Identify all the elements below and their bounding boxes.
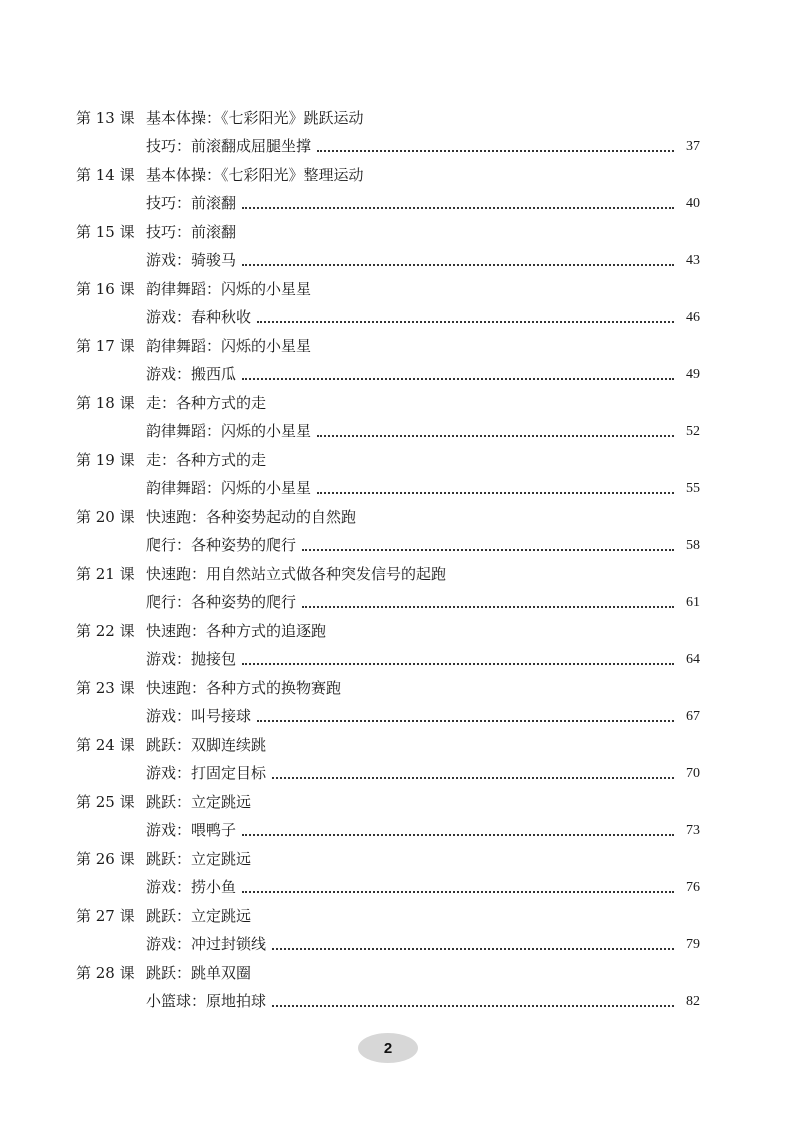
toc-sub-row[interactable] bbox=[76, 760, 700, 789]
toc-sub-row[interactable] bbox=[76, 988, 700, 1017]
lesson-number: 第 16 课 bbox=[76, 279, 135, 298]
lesson-sub-topic: 游戏：叫号接球 bbox=[146, 707, 252, 726]
toc-lesson-row bbox=[76, 161, 700, 190]
toc-sub-row[interactable] bbox=[76, 190, 700, 219]
toc-sub-row[interactable] bbox=[76, 874, 700, 903]
lesson-number: 第 23 课 bbox=[76, 678, 135, 697]
dot-leader bbox=[317, 492, 674, 494]
dot-leader bbox=[242, 207, 674, 209]
toc-sub-row[interactable] bbox=[76, 247, 700, 276]
toc-lesson-row bbox=[76, 845, 700, 874]
lesson-main-topic: 快速跑：各种方式的追逐跑 bbox=[146, 621, 327, 640]
dot-leader bbox=[317, 435, 674, 437]
toc-lesson-row bbox=[76, 902, 700, 931]
toc-entry bbox=[76, 845, 700, 902]
lesson-number: 第 26 课 bbox=[76, 849, 135, 868]
page-reference: 67 bbox=[686, 708, 700, 724]
toc-lesson-row bbox=[76, 446, 700, 475]
lesson-main-topic: 快速跑：各种姿势起动的自然跑 bbox=[146, 507, 357, 526]
dot-leader bbox=[317, 150, 674, 152]
lesson-main-topic: 跳跃：立定跳远 bbox=[146, 792, 252, 811]
toc-sub-row[interactable] bbox=[76, 418, 700, 447]
page-number: 2 bbox=[383, 1039, 393, 1057]
dot-leader bbox=[242, 264, 674, 266]
lesson-main-topic: 快速跑：用自然站立式做各种突发信号的起跑 bbox=[146, 564, 447, 583]
lesson-sub-topic: 游戏：喂鸭子 bbox=[146, 821, 237, 840]
page-reference: 64 bbox=[686, 651, 700, 667]
toc-sub-row[interactable] bbox=[76, 475, 700, 504]
toc-entry bbox=[76, 161, 700, 218]
toc-entry bbox=[76, 959, 700, 1016]
toc-entry bbox=[76, 275, 700, 332]
lesson-number: 第 13 课 bbox=[76, 108, 135, 127]
page-reference: 82 bbox=[686, 993, 700, 1009]
page-reference: 76 bbox=[686, 879, 700, 895]
toc-entry bbox=[76, 104, 700, 161]
lesson-sub-topic: 游戏：搬西瓜 bbox=[146, 365, 237, 384]
toc-entry bbox=[76, 617, 700, 674]
toc-sub-row[interactable] bbox=[76, 931, 700, 960]
lesson-sub-topic: 韵律舞蹈：闪烁的小星星 bbox=[146, 422, 312, 441]
lesson-number: 第 15 课 bbox=[76, 222, 135, 241]
dot-leader bbox=[272, 948, 674, 950]
dot-leader bbox=[242, 663, 674, 665]
lesson-main-topic: 跳跃：立定跳远 bbox=[146, 849, 252, 868]
dot-leader bbox=[242, 834, 674, 836]
lesson-number: 第 17 课 bbox=[76, 336, 135, 355]
lesson-main-topic: 跳跃：双脚连续跳 bbox=[146, 735, 267, 754]
dot-leader bbox=[257, 321, 674, 323]
lesson-sub-topic: 技巧：前滚翻 bbox=[146, 194, 237, 213]
toc-entry bbox=[76, 389, 700, 446]
page-reference: 52 bbox=[686, 423, 700, 439]
lesson-main-topic: 走：各种方式的走 bbox=[146, 393, 267, 412]
lesson-sub-topic: 游戏：捞小鱼 bbox=[146, 878, 237, 897]
toc-sub-row[interactable] bbox=[76, 304, 700, 333]
toc-sub-row[interactable] bbox=[76, 532, 700, 561]
lesson-sub-topic: 爬行：各种姿势的爬行 bbox=[146, 593, 297, 612]
page-reference: 43 bbox=[686, 252, 700, 268]
toc-entry bbox=[76, 218, 700, 275]
toc-lesson-row bbox=[76, 218, 700, 247]
page-number-badge bbox=[358, 1033, 418, 1063]
dot-leader bbox=[272, 777, 674, 779]
page-reference: 70 bbox=[686, 765, 700, 781]
toc-entry bbox=[76, 332, 700, 389]
dot-leader bbox=[302, 549, 674, 551]
toc-lesson-row bbox=[76, 275, 700, 304]
toc-entry bbox=[76, 674, 700, 731]
toc-sub-row[interactable] bbox=[76, 361, 700, 390]
dot-leader bbox=[302, 606, 674, 608]
lesson-number: 第 25 课 bbox=[76, 792, 135, 811]
lesson-main-topic: 基本体操：《七彩阳光》跳跃运动 bbox=[146, 108, 364, 127]
lesson-main-topic: 技巧：前滚翻 bbox=[146, 222, 237, 241]
page-reference: 73 bbox=[686, 822, 700, 838]
page-reference: 58 bbox=[686, 537, 700, 553]
lesson-sub-topic: 小篮球：原地拍球 bbox=[146, 992, 267, 1011]
lesson-sub-topic: 韵律舞蹈：闪烁的小星星 bbox=[146, 479, 312, 498]
lesson-main-topic: 韵律舞蹈：闪烁的小星星 bbox=[146, 336, 312, 355]
lesson-sub-topic: 技巧：前滚翻成屈腿坐撑 bbox=[146, 137, 312, 156]
lesson-main-topic: 基本体操：《七彩阳光》整理运动 bbox=[146, 165, 364, 184]
lesson-sub-topic: 游戏：春种秋收 bbox=[146, 308, 252, 327]
lesson-number: 第 18 课 bbox=[76, 393, 135, 412]
toc-lesson-row bbox=[76, 560, 700, 589]
lesson-number: 第 21 课 bbox=[76, 564, 135, 583]
toc-sub-row[interactable] bbox=[76, 703, 700, 732]
page-reference: 46 bbox=[686, 309, 700, 325]
toc-entry bbox=[76, 503, 700, 560]
toc-lesson-row bbox=[76, 731, 700, 760]
dot-leader bbox=[242, 891, 674, 893]
lesson-number: 第 24 课 bbox=[76, 735, 135, 754]
page-reference: 37 bbox=[686, 138, 700, 154]
toc-lesson-row bbox=[76, 332, 700, 361]
toc-lesson-row bbox=[76, 617, 700, 646]
table-of-contents bbox=[76, 104, 700, 1016]
lesson-sub-topic: 游戏：打固定目标 bbox=[146, 764, 267, 783]
toc-sub-row[interactable] bbox=[76, 646, 700, 675]
page-reference: 49 bbox=[686, 366, 700, 382]
toc-sub-row[interactable] bbox=[76, 817, 700, 846]
lesson-main-topic: 走：各种方式的走 bbox=[146, 450, 267, 469]
toc-sub-row[interactable] bbox=[76, 589, 700, 618]
toc-entry bbox=[76, 731, 700, 788]
dot-leader bbox=[242, 378, 674, 380]
toc-lesson-row bbox=[76, 389, 700, 418]
lesson-main-topic: 跳跃：跳单双圈 bbox=[146, 963, 252, 982]
page-reference: 55 bbox=[686, 480, 700, 496]
lesson-number: 第 14 课 bbox=[76, 165, 135, 184]
lesson-main-topic: 韵律舞蹈：闪烁的小星星 bbox=[146, 279, 312, 298]
lesson-number: 第 19 课 bbox=[76, 450, 135, 469]
toc-lesson-row bbox=[76, 503, 700, 532]
toc-lesson-row bbox=[76, 959, 700, 988]
lesson-sub-topic: 游戏：冲过封锁线 bbox=[146, 935, 267, 954]
toc-entry bbox=[76, 788, 700, 845]
page-reference: 79 bbox=[686, 936, 700, 952]
toc-sub-row[interactable] bbox=[76, 133, 700, 162]
toc-entry bbox=[76, 560, 700, 617]
lesson-number: 第 28 课 bbox=[76, 963, 135, 982]
dot-leader bbox=[272, 1005, 674, 1007]
toc-entry bbox=[76, 902, 700, 959]
page-reference: 40 bbox=[686, 195, 700, 211]
lesson-sub-topic: 爬行：各种姿势的爬行 bbox=[146, 536, 297, 555]
lesson-number: 第 27 课 bbox=[76, 906, 135, 925]
toc-lesson-row bbox=[76, 104, 700, 133]
toc-lesson-row bbox=[76, 788, 700, 817]
toc-entry bbox=[76, 446, 700, 503]
lesson-number: 第 20 课 bbox=[76, 507, 135, 526]
lesson-sub-topic: 游戏：骑骏马 bbox=[146, 251, 237, 270]
lesson-main-topic: 跳跃：立定跳远 bbox=[146, 906, 252, 925]
lesson-main-topic: 快速跑：各种方式的换物赛跑 bbox=[146, 678, 342, 697]
page-reference: 61 bbox=[686, 594, 700, 610]
lesson-number: 第 22 课 bbox=[76, 621, 135, 640]
toc-lesson-row bbox=[76, 674, 700, 703]
dot-leader bbox=[257, 720, 674, 722]
lesson-sub-topic: 游戏：抛接包 bbox=[146, 650, 237, 669]
